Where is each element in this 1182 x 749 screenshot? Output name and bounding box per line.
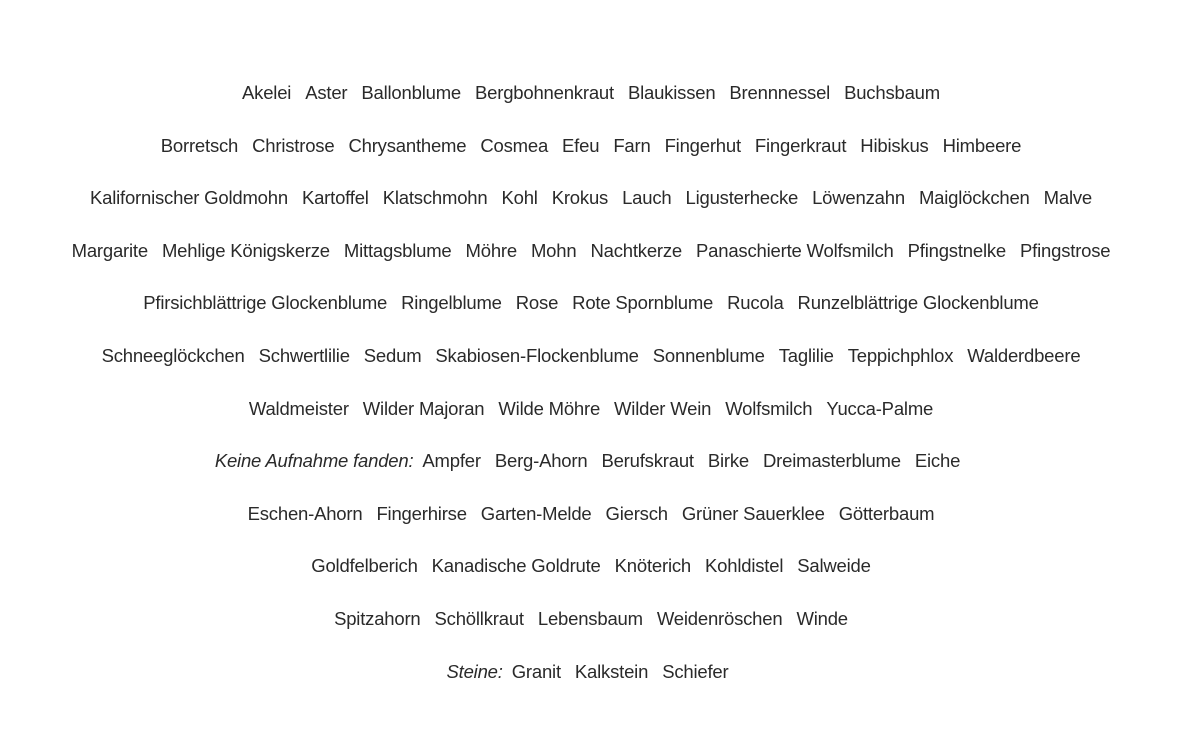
list-item: Hibiskus <box>860 134 929 156</box>
list-item: Garten-Melde <box>480 502 592 524</box>
list-item: Taglilie <box>778 344 834 366</box>
list-item: Wilde Möhre <box>498 397 601 419</box>
list-item: Akelei <box>242 82 292 103</box>
list-item: Maiglöckchen <box>918 187 1030 209</box>
list-item: Wilder Wein <box>614 397 712 419</box>
list-item: Kohl <box>501 187 538 209</box>
list-line <box>0 238 1182 291</box>
list-item: Chrysantheme <box>348 134 467 156</box>
list-item: Goldfelberich <box>311 555 418 577</box>
list-item: Efeu <box>562 134 600 156</box>
list-item: Eiche <box>914 450 961 472</box>
list-line <box>0 185 1182 238</box>
list-item: Winde <box>796 607 848 629</box>
list-item: Schiefer <box>662 660 729 682</box>
list-line <box>0 606 1182 659</box>
list-item: Möhre <box>465 239 517 261</box>
list-item: Klatschmohn <box>382 187 488 209</box>
list-item: Berufskraut <box>601 450 694 472</box>
list-item: Malve <box>1043 187 1093 209</box>
list-item: Wilder Majoran <box>362 397 485 419</box>
list-item: Brennnessel <box>729 82 831 103</box>
list-item: Pfirsichblättrige Glockenblume <box>143 292 388 314</box>
list-item: Berg-Ahorn <box>494 450 588 472</box>
list-item: Panaschierte Wolfsmilch <box>696 239 894 261</box>
list-item: Dreimasterblume <box>763 450 901 472</box>
list-item: Aster <box>305 82 348 103</box>
list-line <box>0 290 1182 343</box>
list-item: Schöllkraut <box>434 607 524 629</box>
list-item: Granit <box>511 660 561 682</box>
list-item: Cosmea <box>480 134 549 156</box>
list-item: Nachtkerze <box>590 239 683 261</box>
list-item: Pfingstrose <box>1020 239 1111 261</box>
list-item: Weidenröschen <box>656 607 783 629</box>
list-item: Kalkstein <box>574 660 649 682</box>
list-item: Knöterich <box>614 555 692 577</box>
list-item: Kartoffel <box>301 187 369 209</box>
list-item: Himbeere <box>942 134 1022 156</box>
list-item: Ampfer <box>422 450 481 472</box>
section-prefix: Keine Aufnahme fanden: <box>214 450 414 472</box>
list-item: Rose <box>515 292 559 314</box>
list-item: Fingerhirse <box>376 502 467 524</box>
list-item: Sonnenblume <box>652 344 765 366</box>
list-item: Blaukissen <box>627 82 716 103</box>
list-item: Rote Spornblume <box>572 292 714 314</box>
list-line <box>0 396 1182 449</box>
list-item: Mehlige Königskerze <box>161 239 330 261</box>
list-item: Ligusterhecke <box>685 187 799 209</box>
list-item: Grüner Sauerklee <box>681 502 825 524</box>
list-item: Götterbaum <box>838 502 935 524</box>
list-line <box>0 659 1182 712</box>
list-item: Fingerkraut <box>754 134 847 156</box>
list-item: Borretsch <box>160 134 239 156</box>
list-item: Giersch <box>605 502 668 524</box>
list-item: Waldmeister <box>248 397 349 419</box>
list-line <box>0 501 1182 554</box>
list-item: Runzelblättrige Glockenblume <box>797 292 1039 314</box>
list-item: Wolfsmilch <box>725 397 813 419</box>
list-item: Buchsbaum <box>844 82 940 103</box>
list-item: Mohn <box>530 239 577 261</box>
list-item: Krokus <box>551 187 609 209</box>
list-item: Kanadische Goldrute <box>431 555 601 577</box>
list-line <box>0 133 1182 186</box>
list-item: Kalifornischer Goldmohn <box>89 187 288 209</box>
section-prefix: Steine: <box>446 660 503 682</box>
list-item: Rucola <box>727 292 784 314</box>
list-item: Farn <box>613 134 651 156</box>
list-item: Skabiosen-Flockenblume <box>435 344 639 366</box>
list-item: Sedum <box>363 344 422 366</box>
list-item: Teppichphlox <box>847 344 954 366</box>
list-item: Yucca-Palme <box>826 397 934 419</box>
list-line <box>0 553 1182 606</box>
list-item: Salweide <box>797 555 871 577</box>
list-item: Bergbohnenkraut <box>475 82 614 103</box>
list-item: Lebensbaum <box>537 607 643 629</box>
list-line <box>0 343 1182 396</box>
list-item: Lauch <box>622 187 672 209</box>
list-item: Schwertlilie <box>258 344 350 366</box>
list-item: Mittagsblume <box>343 239 452 261</box>
list-item: Kohldistel <box>705 555 784 577</box>
list-line <box>0 448 1182 501</box>
list-item: Walderdbeere <box>967 344 1081 366</box>
list-item: Löwenzahn <box>812 187 905 209</box>
list-item: Schneeglöckchen <box>101 344 245 366</box>
list-item: Christrose <box>252 134 335 156</box>
list-item: Pfingstnelke <box>907 239 1007 261</box>
list-item: Ballonblume <box>361 82 461 103</box>
list-item: Ringelblume <box>401 292 502 314</box>
plant-list <box>0 80 1182 711</box>
list-item: Eschen-Ahorn <box>247 502 363 524</box>
list-item: Margarite <box>71 239 148 261</box>
list-item: Fingerhut <box>664 134 741 156</box>
list-item: Spitzahorn <box>334 607 421 629</box>
list-line <box>0 80 1182 133</box>
list-item: Birke <box>707 450 750 472</box>
